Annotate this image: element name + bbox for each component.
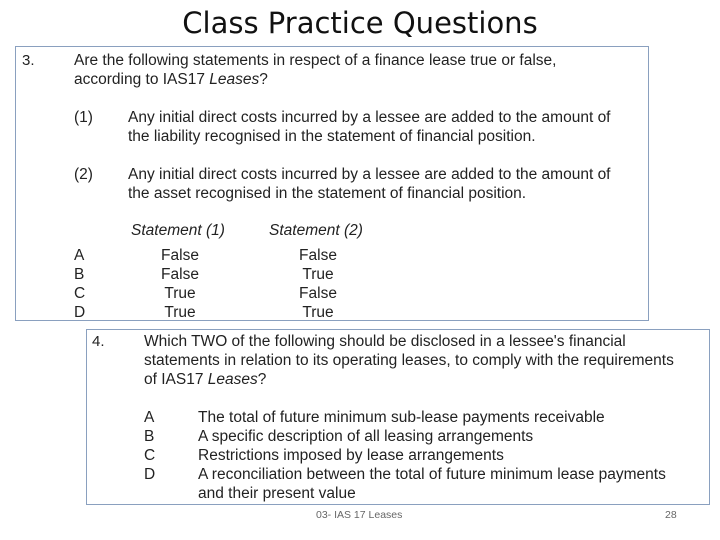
statement-2-line1: Any initial direct costs incurred by a lessee are added to the amount of xyxy=(128,166,611,183)
table-header-statement-1: Statement (1) xyxy=(131,222,225,239)
slide-title: Class Practice Questions xyxy=(182,6,538,40)
option-b-statement-1: False xyxy=(161,266,199,283)
q4-option-d-text-line1: A reconciliation between the total of future minimum lease payments xyxy=(198,466,666,483)
q4-option-d-text-line2: and their present value xyxy=(198,485,356,502)
question-3-text-line2: according to IAS17 Leases? xyxy=(74,71,268,88)
statement-2-line2: the asset recognised in the statement of financial position. xyxy=(128,185,527,202)
q4-option-a-letter: A xyxy=(144,409,155,426)
option-a-letter: A xyxy=(74,247,85,264)
statement-1-line2: the liability recognised in the statement of financial position. xyxy=(128,128,536,145)
question-4-number: 4. xyxy=(92,333,105,350)
question-3-text-line1: Are the following statements in respect of a finance lease true or false, xyxy=(74,52,557,69)
question-4-text-line1: Which TWO of the following should be disclosed in a lessee's financial xyxy=(144,333,626,350)
statement-1-line1: Any initial direct costs incurred by a lessee are added to the amount of xyxy=(128,109,611,126)
q4-option-b-letter: B xyxy=(144,428,155,445)
option-c-statement-2: False xyxy=(299,285,337,302)
q4-option-b-text: A specific description of all leasing arrangements xyxy=(198,428,534,445)
footer-label: 03- IAS 17 Leases xyxy=(316,509,403,521)
page-number: 28 xyxy=(665,509,677,521)
question-4-text-line2: statements in relation to its operating leases, to comply with the requirements xyxy=(144,352,674,369)
q4-option-c-text: Restrictions imposed by lease arrangements xyxy=(198,447,504,464)
question-3-box xyxy=(15,46,649,321)
option-c-letter: C xyxy=(74,285,86,302)
statement-2-label: (2) xyxy=(74,166,93,183)
statement-1-label: (1) xyxy=(74,109,93,126)
q4-option-c-letter: C xyxy=(144,447,156,464)
option-d-letter: D xyxy=(74,304,86,321)
option-d-statement-2: True xyxy=(302,304,334,321)
table-header-statement-2: Statement (2) xyxy=(269,222,363,239)
option-c-statement-1: True xyxy=(164,285,196,302)
q4-option-d-letter: D xyxy=(144,466,156,483)
question-4-text-line3: of IAS17 Leases? xyxy=(144,371,267,388)
option-b-letter: B xyxy=(74,266,85,283)
question-4-box xyxy=(86,329,710,505)
option-d-statement-1: True xyxy=(164,304,196,321)
question-3-number: 3. xyxy=(22,52,35,69)
q4-option-a-text: The total of future minimum sub-lease payments receivable xyxy=(198,409,605,426)
option-a-statement-2: False xyxy=(299,247,337,264)
option-a-statement-1: False xyxy=(161,247,199,264)
option-b-statement-2: True xyxy=(302,266,334,283)
